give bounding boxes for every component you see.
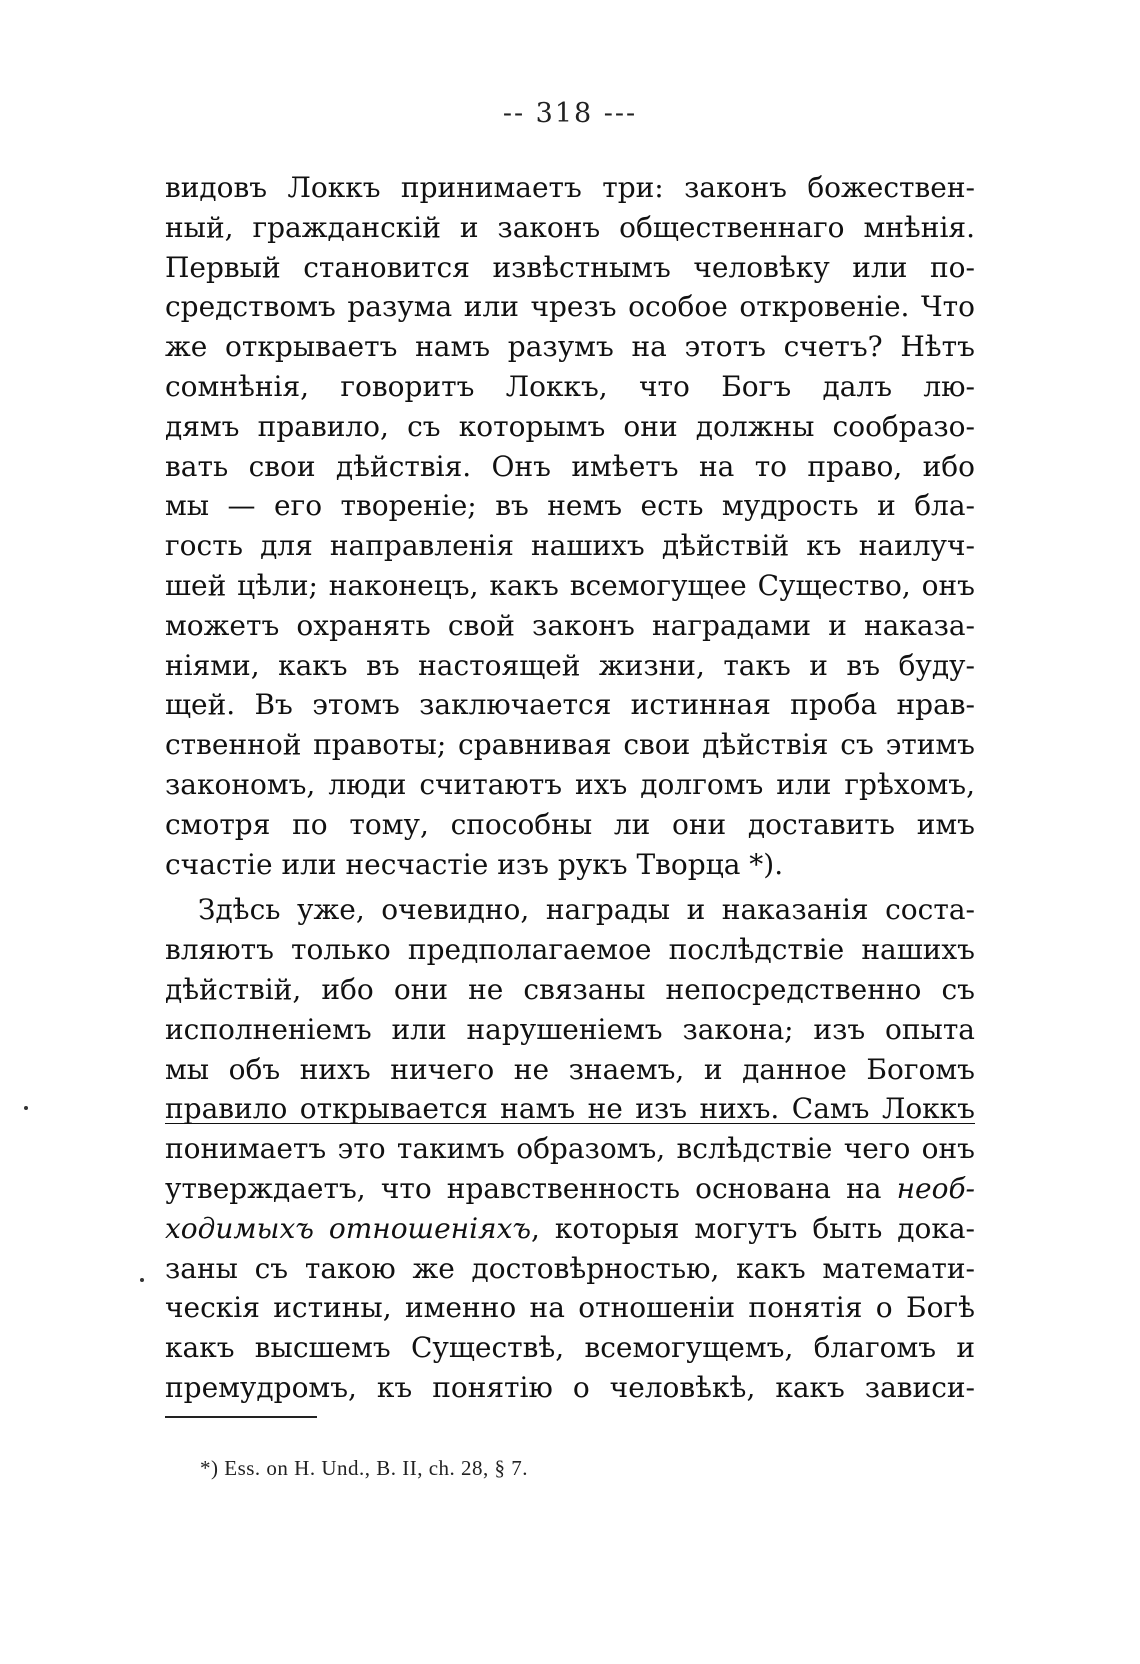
text-line: исполненіемъ или нарушеніемъ закона; изъ опыта bbox=[165, 1012, 975, 1046]
text-line: гость для направленія нашихъ дѣйствій къ наилуч- bbox=[165, 529, 975, 563]
text-line: щей. Въ этомъ заключается истинная проба нрав- bbox=[165, 688, 975, 722]
text-segment: утверждаетъ, что нравственность основана на bbox=[165, 1171, 897, 1205]
text-line: можетъ охранять свой законъ наградами и наказа- bbox=[165, 608, 975, 642]
text-line: заны съ такою же достовѣрностью, какъ математи- bbox=[165, 1251, 975, 1285]
text-line: счастіе или несчастіе изъ рукъ Творца *). bbox=[165, 847, 784, 881]
underlined-line: правило открывается намъ не изъ нихъ. Самъ Локкъ bbox=[165, 1092, 975, 1126]
text-line: вляютъ только предполагаемое послѣдствіе нашихъ bbox=[165, 933, 975, 967]
text-line: дямъ правило, съ которымъ они должны сообразо- bbox=[165, 409, 975, 443]
page-number: -- 318 --- bbox=[502, 98, 638, 129]
text-line: премудромъ, къ понятію о человѣкѣ, какъ зависи- bbox=[165, 1370, 975, 1404]
text-segment: , которыя могутъ быть дока- bbox=[531, 1211, 976, 1245]
text-line: ный, гражданскій и законъ общественнаго мнѣнія. bbox=[165, 210, 975, 244]
text-line: какъ высшемъ Существѣ, всемогущемъ, благомъ и bbox=[165, 1331, 975, 1365]
text-line-with-italic bbox=[165, 1209, 975, 1249]
text-line: же открываетъ намъ разумъ на этотъ счетъ? Нѣтъ bbox=[165, 330, 975, 364]
margin-mark bbox=[24, 1106, 28, 1110]
text-line-with-italic bbox=[165, 1169, 975, 1209]
footnote: *) Ess. on H. Und., B. II, ch. 28, § 7. bbox=[200, 1456, 529, 1480]
text-line: понимаетъ это такимъ образомъ, вслѣдствіе чего онъ bbox=[165, 1132, 975, 1166]
footnote-separator bbox=[165, 1416, 317, 1418]
text-line: дѣйствій, ибо они не связаны непосредственно съ bbox=[165, 972, 975, 1006]
text-line: ческія истины, именно на отношеніи понятія о Богѣ bbox=[165, 1291, 975, 1325]
text-line: ственной правоты; сравнивая свои дѣйствія съ этимъ bbox=[165, 728, 975, 762]
text-line: ніями, какъ въ настоящей жизни, такъ и въ буду- bbox=[165, 648, 975, 682]
text-line: вать свои дѣйствія. Онъ имѣетъ на то право, ибо bbox=[165, 449, 975, 483]
text-line: мы — его твореніе; въ немъ есть мудрость и бла- bbox=[165, 489, 975, 523]
italic-segment: необ- bbox=[896, 1171, 975, 1205]
body-text bbox=[165, 168, 975, 1408]
text-line: средствомъ разума или чрезъ особое откровеніе. Что bbox=[165, 290, 975, 324]
text-line: смотря по тому, способны ли они доставить имъ bbox=[165, 807, 975, 841]
paragraph-start-line: Здѣсь уже, очевидно, награды и наказанія соста- bbox=[198, 893, 975, 927]
text-line: Первый становится извѣстнымъ человѣку или по- bbox=[165, 250, 975, 284]
text-line: мы объ нихъ ничего не знаемъ, и данное Богомъ bbox=[165, 1052, 975, 1086]
text-line: шей цѣли; наконецъ, какъ всемогущее Существо, онъ bbox=[165, 568, 975, 602]
text-line: видовъ Локкъ принимаетъ три: законъ божествен- bbox=[165, 171, 975, 204]
text-line: закономъ, люди считаютъ ихъ долгомъ или грѣхомъ, bbox=[165, 767, 975, 801]
text-line: сомнѣнія, говоритъ Локкъ, что Богъ далъ лю- bbox=[165, 369, 975, 403]
italic-segment: ходимыхъ отношеніяхъ bbox=[165, 1211, 532, 1245]
margin-mark bbox=[140, 1278, 144, 1282]
